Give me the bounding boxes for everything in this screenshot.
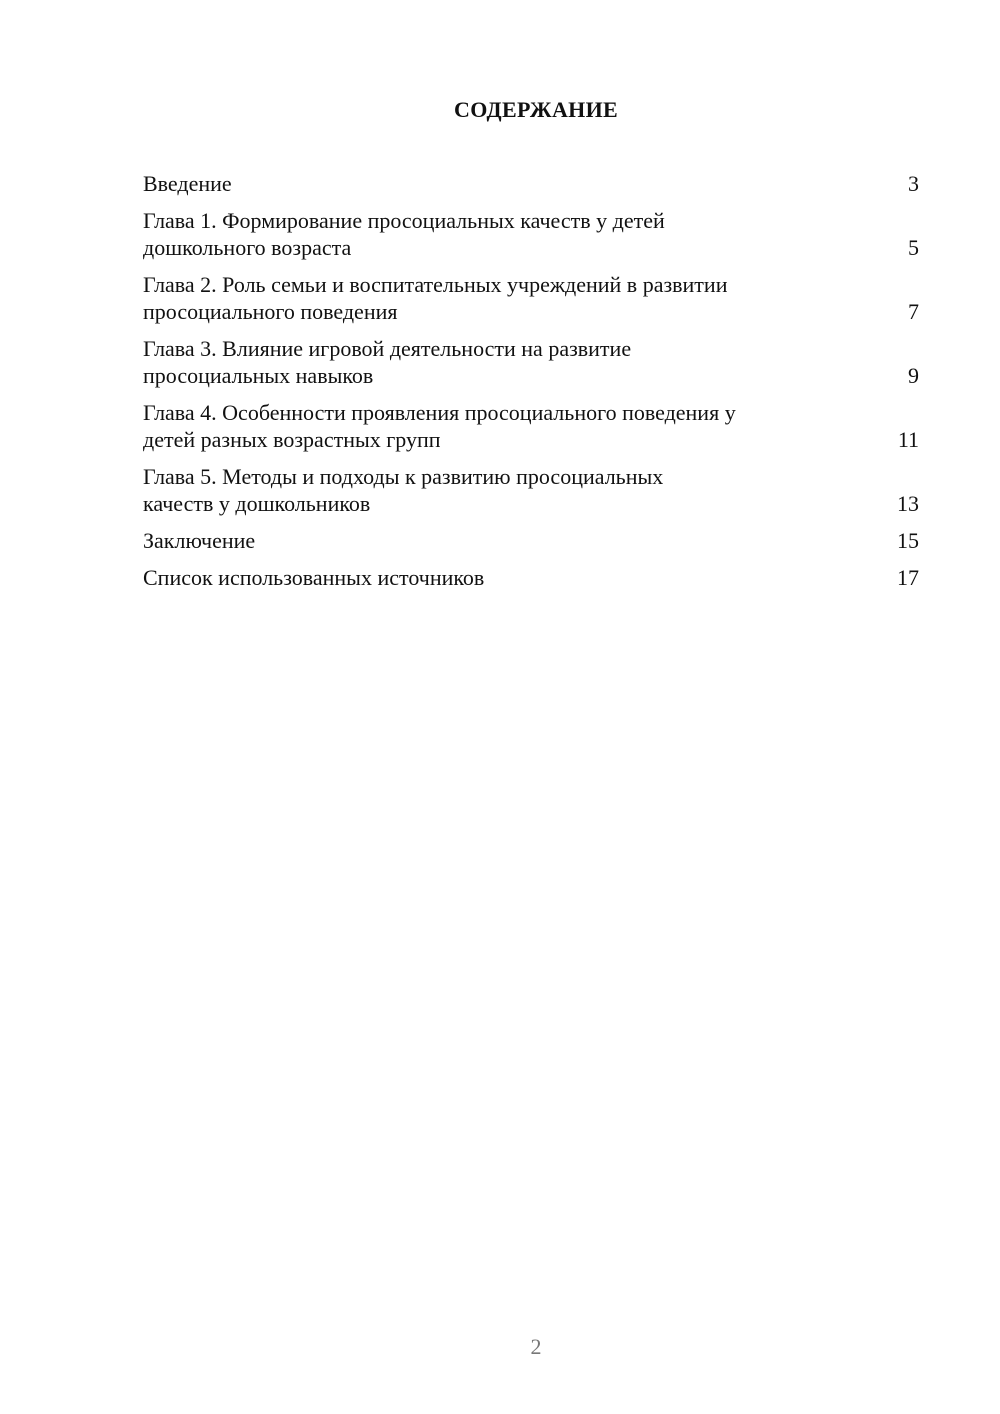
toc-entry-text xyxy=(143,463,663,517)
toc-entry-chapter-2[interactable] xyxy=(143,271,919,325)
toc-entry-text xyxy=(143,207,665,261)
toc-entry-chapter-4[interactable] xyxy=(143,399,919,453)
toc-entry-page: 17 xyxy=(897,565,919,590)
toc-entry-page: 13 xyxy=(897,491,919,516)
toc-title: СОДЕРЖАНИЕ xyxy=(454,97,618,122)
toc-entry-text: Введение xyxy=(143,171,232,196)
toc-entry-text-line-1: Глава 5. Методы и подходы к развитию просоциальных xyxy=(143,464,664,489)
toc-entry-text-line-2: просоциальных навыков xyxy=(143,363,374,388)
toc-entry-text-line-2: дошкольного возраста xyxy=(143,235,352,260)
toc-entry-page: 3 xyxy=(908,171,919,196)
table-of-contents xyxy=(143,170,919,601)
toc-entry-text-line-1: Глава 3. Влияние игровой деятельности на развитие xyxy=(143,336,632,361)
toc-entry-text-line-2: детей разных возрастных групп xyxy=(143,427,441,452)
toc-entry-text xyxy=(143,335,631,389)
toc-entry-page: 7 xyxy=(908,299,919,324)
toc-entry-page: 5 xyxy=(908,235,919,260)
toc-entry-page: 15 xyxy=(897,528,919,553)
toc-entry-chapter-3[interactable] xyxy=(143,335,919,389)
toc-entry-text xyxy=(143,271,727,325)
toc-entry-page: 11 xyxy=(897,427,919,452)
toc-entry-text xyxy=(143,399,736,453)
page-number: 2 xyxy=(530,1334,542,1359)
toc-entry-references[interactable] xyxy=(143,564,919,591)
toc-entry-introduction[interactable] xyxy=(143,170,919,197)
toc-entry-text-line-2: просоциального поведения xyxy=(143,299,398,324)
toc-entry-text-line-1: Глава 4. Особенности проявления просоциального поведения у xyxy=(143,400,736,425)
toc-entry-chapter-1[interactable] xyxy=(143,207,919,261)
toc-entry-text-line-1: Глава 2. Роль семьи и воспитательных учреждений в развитии xyxy=(143,272,728,297)
toc-entry-chapter-5[interactable] xyxy=(143,463,919,517)
toc-entry-text-line-2: качеств у дошкольников xyxy=(143,491,371,516)
toc-entry-text: Заключение xyxy=(143,528,256,553)
toc-entry-conclusion[interactable] xyxy=(143,527,919,554)
toc-entry-text: Список использованных источников xyxy=(143,565,485,590)
toc-entry-page: 9 xyxy=(908,363,919,388)
toc-entry-text-line-1: Глава 1. Формирование просоциальных качеств у детей xyxy=(143,208,665,233)
